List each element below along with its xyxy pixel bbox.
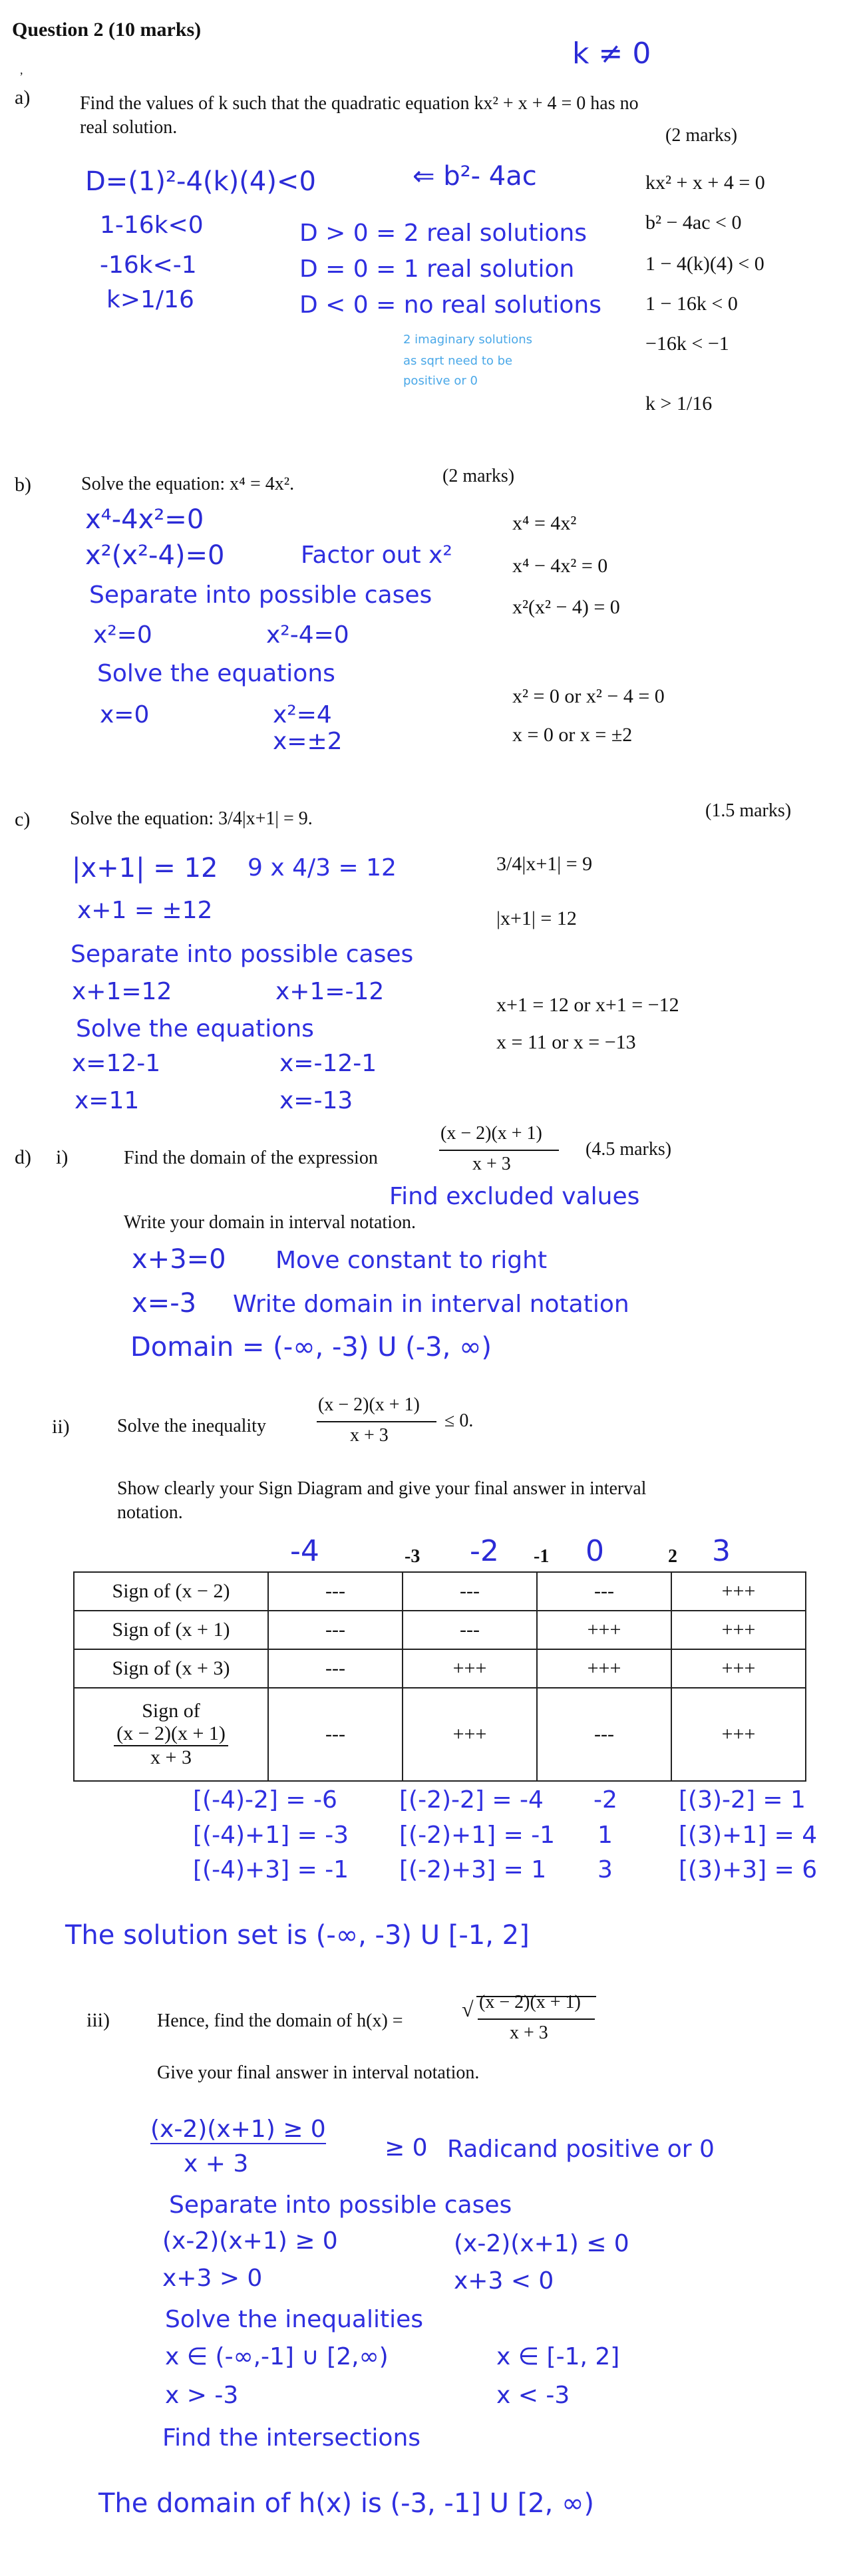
part-a-marks: (2 marks)	[665, 125, 738, 146]
part-d-ii-instruction1: Show clearly your Sign Diagram and give your final answer in interval	[117, 1478, 647, 1499]
solution-c-4: x = 11 or x = −13	[496, 1031, 636, 1053]
table-cell: +++	[403, 1649, 537, 1688]
eval-col2-2: [(-2)+1] = -1	[399, 1822, 556, 1849]
iii-hand-numerator: (x-2)(x+1) ≥ 0	[150, 2116, 326, 2143]
part-a-question-line2: real solution.	[80, 117, 178, 138]
solution-c-1: 3/4|x+1| = 9	[496, 853, 593, 875]
work-line-1: 1-16k<0	[100, 212, 204, 239]
note-separate-b: Separate into possible cases	[89, 581, 432, 609]
note-separate-c: Separate into possible cases	[71, 941, 414, 968]
table-cell: +++	[537, 1611, 671, 1649]
work-b-7: x=±2	[273, 728, 343, 755]
eval-col4-2: [(3)+1] = 4	[679, 1822, 818, 1849]
table-cell: +++	[671, 1611, 806, 1649]
iii-relation: ≥ 0	[385, 2134, 428, 2162]
stray-mark: ,	[20, 63, 23, 77]
work-c-8: x=-13	[279, 1087, 353, 1114]
part-b-label: b)	[15, 474, 31, 496]
test-point-4: 3	[712, 1534, 731, 1568]
table-cell: ---	[268, 1572, 403, 1611]
case-left-1: (x-2)(x+1) ≥ 0	[162, 2227, 338, 2255]
case-d-negative: D < 0 = no real solutions	[299, 291, 601, 319]
solution-a-4: 1 − 16k < 0	[645, 293, 738, 315]
note-move-constant: Move constant to right	[275, 1247, 548, 1274]
table-cell: +++	[403, 1688, 537, 1781]
part-b-marks: (2 marks)	[442, 466, 515, 486]
test-point-3: 0	[586, 1534, 604, 1568]
solution-a-2: b² − 4ac < 0	[645, 212, 742, 234]
solution-b-3: x²(x² − 4) = 0	[512, 596, 620, 618]
case-left-2: x+3 > 0	[162, 2265, 263, 2292]
part-c-question: Solve the equation: 3/4|x+1| = 9.	[70, 808, 313, 829]
work-b-1: x⁴-4x²=0	[85, 504, 204, 535]
part-d-i-question: Find the domain of the expression	[124, 1148, 378, 1168]
row-label: Sign of	[142, 1700, 200, 1722]
note-solve-iii: Solve the inequalities	[165, 2306, 424, 2333]
part-d-iii-question: Hence, find the domain of h(x) =	[157, 2011, 403, 2031]
table-cell: ---	[268, 1611, 403, 1649]
eval-col4-3: [(3)+3] = 6	[679, 1856, 818, 1883]
work-b-2: x²(x²-4)=0	[85, 540, 225, 571]
case-right-1: (x-2)(x+1) ≤ 0	[454, 2230, 629, 2257]
part-d-ii-label: ii)	[52, 1416, 70, 1438]
part-c-label: c)	[15, 808, 31, 830]
iii-expr-denominator: x + 3	[510, 2022, 548, 2043]
table-cell: ---	[268, 1649, 403, 1688]
row-label: Sign of (x + 3)	[74, 1649, 268, 1688]
work-c-7: x=11	[75, 1087, 140, 1114]
eval-col1-2: [(-4)+1] = -3	[193, 1822, 349, 1849]
sol-right-1: x ∈ [-1, 2]	[496, 2343, 620, 2370]
table-point-2: -1	[534, 1546, 550, 1567]
table-cell: +++	[671, 1572, 806, 1611]
ii-fraction-bar	[317, 1421, 436, 1422]
work-b-5: x=0	[100, 701, 150, 728]
work-c-4: x+1=-12	[275, 978, 385, 1005]
table-point-1: -3	[405, 1546, 420, 1567]
solution-b-2: x⁴ − 4x² = 0	[512, 555, 608, 577]
note-solve-c: Solve the equations	[76, 1015, 314, 1043]
row-label: Sign of (x + 1)	[74, 1611, 268, 1649]
work-c-5: x=12-1	[72, 1050, 161, 1077]
sol-left-1: x ∈ (-∞,-1] ∪ [2,∞)	[165, 2343, 389, 2370]
note-radicand: Radicand positive or 0	[447, 2136, 715, 2163]
sol-right-2: x < -3	[496, 2382, 570, 2409]
ii-solution-set: The solution set is (-∞, -3) U [-1, 2]	[65, 1920, 530, 1951]
expr-numerator: (x − 2)(x + 1)	[440, 1123, 542, 1144]
solution-a-6: k > 1/16	[645, 393, 713, 414]
part-d-ii-instruction2: notation.	[117, 1502, 183, 1523]
eval-col1-3: [(-4)+3] = -1	[193, 1856, 349, 1883]
solution-b-5: x = 0 or x = ±2	[512, 724, 633, 746]
table-cell: ---	[268, 1688, 403, 1781]
part-b-question: Solve the equation: x⁴ = 4x².	[81, 474, 295, 494]
work-b-3: x²=0	[93, 621, 152, 649]
note-multiply: 9 x 4/3 = 12	[248, 854, 397, 882]
solution-b-4: x² = 0 or x² − 4 = 0	[512, 685, 665, 707]
sol-left-2: x > -3	[165, 2382, 239, 2409]
iii-expr-numerator: (x − 2)(x + 1)	[479, 1992, 581, 2012]
eval-col4-1: [(3)-2] = 1	[679, 1786, 806, 1814]
solution-b-1: x⁴ = 4x²	[512, 512, 577, 534]
part-d-ii-question: Solve the inequality	[117, 1416, 266, 1436]
question-title: Question 2 (10 marks)	[12, 19, 202, 41]
work-d-2: x=-3	[132, 1288, 197, 1319]
small-note-2: as sqrt need to be	[403, 354, 513, 368]
table-row	[74, 1649, 806, 1688]
solution-a-1: kx² + x + 4 = 0	[645, 172, 765, 194]
solution-c-2: |x+1| = 12	[496, 907, 577, 929]
small-note-3: positive or 0	[403, 374, 478, 388]
work-c-2: x+1 = ±12	[77, 897, 213, 924]
eval-col3-1: -2	[593, 1786, 617, 1814]
fraction-bar	[439, 1150, 559, 1151]
note-write-domain: Write domain in interval notation	[233, 1291, 629, 1318]
row-label-expression	[74, 1688, 268, 1781]
part-d-i-label: i)	[56, 1146, 69, 1168]
eval-col2-3: [(-2)+3] = 1	[399, 1856, 547, 1883]
table-cell: +++	[671, 1649, 806, 1688]
note-separate-iii: Separate into possible cases	[169, 2191, 512, 2219]
solution-c-3: x+1 = 12 or x+1 = −12	[496, 994, 679, 1016]
solution-a-5: −16k < −1	[645, 333, 729, 355]
row-label: Sign of (x − 2)	[74, 1572, 268, 1611]
work-c-6: x=-12-1	[279, 1050, 377, 1077]
eval-col3-2: 1	[597, 1822, 613, 1849]
part-d-i-marks: (4.5 marks)	[586, 1139, 672, 1160]
note-factor: Factor out x²	[301, 542, 452, 569]
table-row	[74, 1572, 806, 1611]
ii-expr-denominator: x + 3	[350, 1425, 389, 1446]
eval-col2-1: [(-2)-2] = -4	[399, 1786, 544, 1814]
case-d-positive: D > 0 = 2 real solutions	[299, 220, 588, 247]
eval-col1-1: [(-4)-2] = -6	[193, 1786, 337, 1814]
note-solve-b: Solve the equations	[97, 660, 335, 687]
k-not-zero-note: k ≠ 0	[572, 37, 651, 71]
table-point-3: 2	[668, 1546, 677, 1567]
small-note-1: 2 imaginary solutions	[403, 333, 533, 347]
work-b-4: x²-4=0	[266, 621, 349, 649]
table-cell: ---	[537, 1688, 671, 1781]
work-c-3: x+1=12	[72, 978, 172, 1005]
domain-i-answer: Domain = (-∞, -3) U (-3, ∞)	[130, 1332, 492, 1363]
eval-col3-3: 3	[597, 1856, 613, 1883]
sqrt-icon: √	[462, 1997, 474, 2021]
table-cell: ---	[403, 1611, 537, 1649]
part-c-marks: (1.5 marks)	[705, 800, 792, 821]
work-line-2: -16k<-1	[100, 251, 197, 279]
table-cell: +++	[537, 1649, 671, 1688]
part-a-label: a)	[15, 86, 31, 108]
table-cell: ---	[537, 1572, 671, 1611]
note-intersections: Find the intersections	[162, 2424, 421, 2452]
part-d-iii-label: iii)	[86, 2009, 110, 2031]
table-row	[74, 1611, 806, 1649]
work-d-1: x+3=0	[132, 1244, 226, 1275]
sign-table	[73, 1571, 806, 1782]
table-cell: ---	[403, 1572, 537, 1611]
case-d-zero: D = 0 = 1 real solution	[299, 255, 575, 283]
test-point-2: -2	[470, 1534, 499, 1568]
discriminant-line: D=(1)²-4(k)(4)<0	[85, 166, 316, 197]
work-c-1: |x+1| = 12	[72, 853, 218, 884]
ii-expr-numerator: (x − 2)(x + 1)	[318, 1394, 420, 1415]
expr-denominator: x + 3	[472, 1154, 511, 1174]
solution-a-3: 1 − 4(k)(4) < 0	[645, 253, 764, 275]
row-expr-numerator: (x − 2)(x + 1)	[114, 1722, 228, 1746]
part-d-label: d)	[15, 1146, 31, 1168]
row-expr-denominator: x + 3	[150, 1746, 192, 1768]
test-point-1: -4	[290, 1534, 319, 1568]
case-right-2: x+3 < 0	[454, 2267, 554, 2295]
part-d-iii-instruction: Give your final answer in interval notation.	[157, 2062, 480, 2083]
ii-relation: ≤ 0.	[444, 1410, 474, 1431]
table-row	[74, 1688, 806, 1781]
iii-hand-denominator: x + 3	[184, 2150, 249, 2177]
work-line-3: k>1/16	[106, 286, 194, 313]
part-a-question-line1: Find the values of k such that the quadratic equation kx² + x + 4 = 0 has no	[80, 93, 639, 114]
work-b-6: x²=4	[273, 701, 332, 728]
b2-4ac-note: ⇐ b²- 4ac	[413, 161, 537, 192]
iii-fraction-bar	[478, 2018, 595, 2020]
part-d-i-instruction: Write your domain in interval notation.	[124, 1212, 416, 1233]
note-excluded: Find excluded values	[389, 1183, 640, 1210]
iii-domain-answer: The domain of h(x) is (-3, -1] U [2, ∞)	[98, 2488, 595, 2519]
table-cell: +++	[671, 1688, 806, 1781]
